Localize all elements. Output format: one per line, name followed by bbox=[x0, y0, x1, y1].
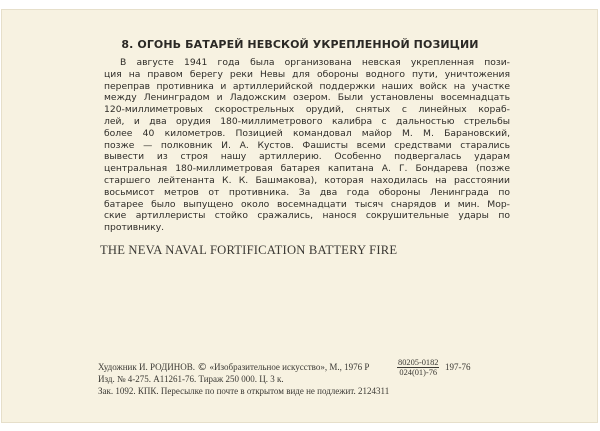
publisher-imprint bbox=[98, 358, 518, 397]
artist-credit: Художник И. РОДИНОВ. bbox=[98, 362, 196, 372]
index-suffix: 197-76 bbox=[445, 362, 471, 372]
body-line: переправ противника и артиллерийской поддержки наших войск на участке bbox=[104, 80, 510, 92]
body-line: В августе 1941 года была организована невская укрепленная пози- bbox=[120, 57, 510, 68]
imprint-line-2: Изд. № 4-275. А11261-76. Тираж 250 000. Ц. 3 к. bbox=[98, 374, 284, 384]
body-line: восьмисот метров от противника. За два года обороны Ленинграда по bbox=[104, 186, 510, 198]
body-line: ция на правом берегу реки Невы для обороны водного пути, уничтожения bbox=[104, 68, 510, 80]
publisher-text: «Изобразительное искусство», М., 1976 Р bbox=[209, 362, 370, 372]
body-line: батарее было выпущено около восемнадцати тысяч снарядов и мин. Мор- bbox=[104, 198, 510, 210]
body-line: ские артиллеристы стойко сражались, нанося сокрушительные удары по bbox=[104, 210, 510, 222]
imprint-line-3: Зак. 1092. КПК. Пересылке по почте в открытом виде не подлежит. 2124311 bbox=[98, 386, 390, 396]
body-line: между Ленинградом и Ладожским озером. Были установлены восемнадцать bbox=[104, 92, 510, 104]
fraction-numerator: 80205-0182 bbox=[398, 358, 439, 367]
fraction-denominator: 024(01)-76 bbox=[399, 368, 438, 377]
imprint-line-1 bbox=[98, 358, 518, 377]
body-line: центральная 180-миллиметровая батарея капитана А. Г. Бондарева (позже bbox=[104, 163, 510, 175]
copyright-icon: © bbox=[197, 362, 208, 373]
english-title: THE NEVA NAVAL FORTIFICATION BATTERY FIRE bbox=[100, 243, 398, 257]
body-line: противнику. bbox=[104, 222, 165, 234]
body-line: позже — полковник И. А. Кустов. Фашисты всеми средствами старались bbox=[104, 139, 510, 151]
body-line: более 40 километров. Позицией командовал майор М. М. Барановский, bbox=[104, 127, 510, 139]
body-line: вывести из строя нашу артиллерию. Особенно подвергалась ударам bbox=[104, 151, 510, 163]
body-line: лей, и два орудия 180-миллиметрового калибра с дальностью стрельбы bbox=[104, 115, 510, 127]
body-text bbox=[104, 57, 510, 234]
body-line: старшего лейтенанта К. К. Башмакова), которая находилась на расстоянии bbox=[104, 174, 510, 186]
card-title: 8. ОГОНЬ БАТАРЕЙ НЕВСКОЙ УКРЕПЛЕННОЙ ПОЗИЦИИ bbox=[121, 38, 479, 51]
body-line: 120-миллиметровых скорострельных орудий, снятых с линейных кораб- bbox=[104, 104, 510, 116]
